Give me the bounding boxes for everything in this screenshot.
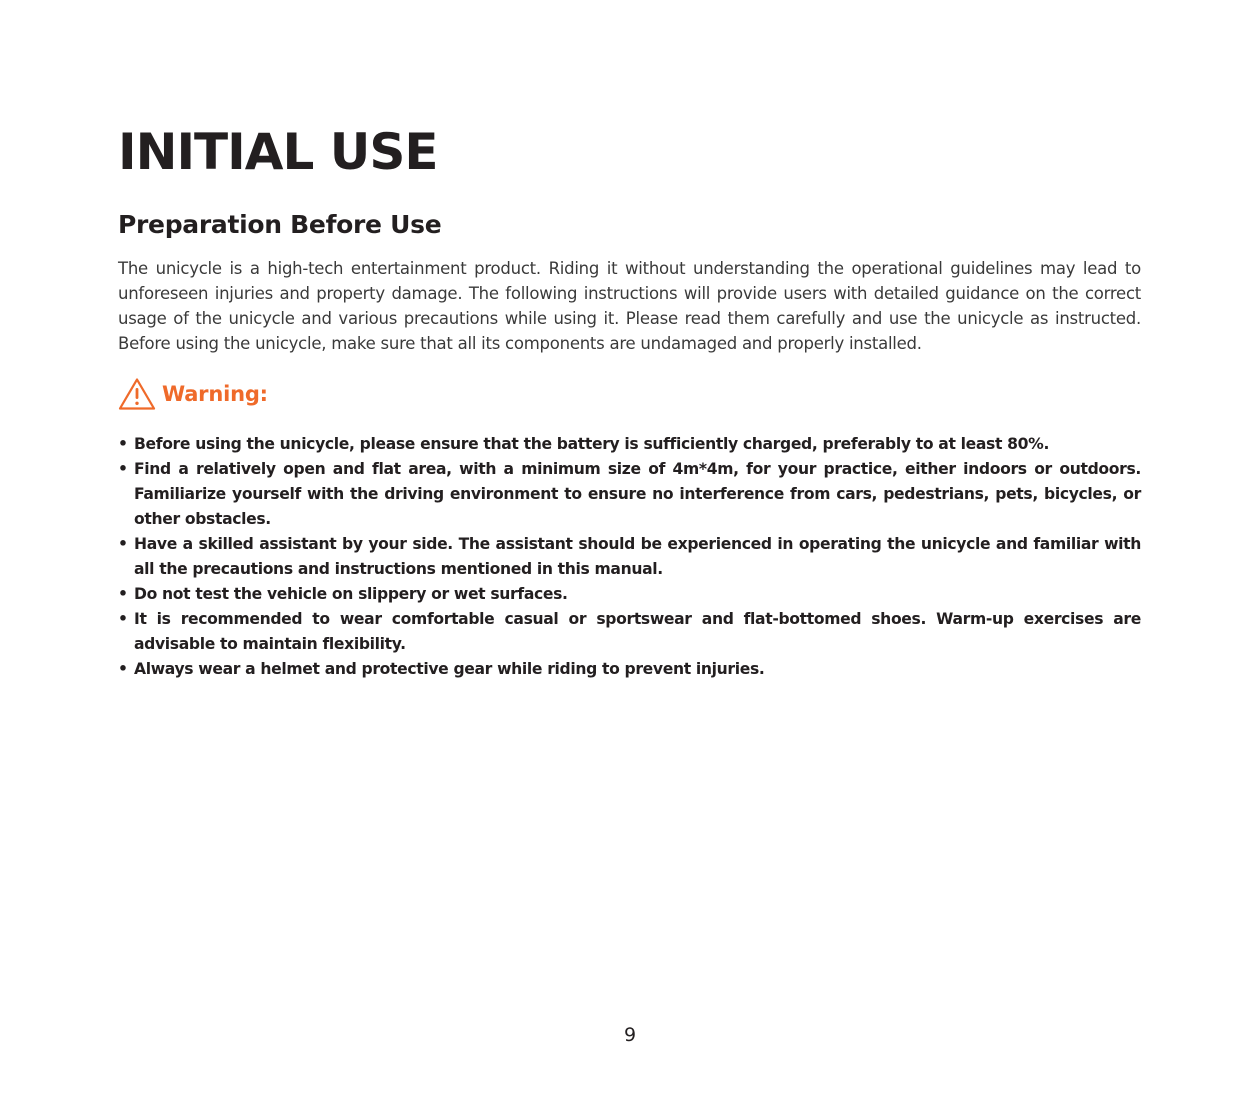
- bullet: •: [118, 435, 128, 453]
- warning-item-text: Always wear a helmet and protective gear while riding to prevent injuries.: [134, 660, 765, 678]
- warning-item: [118, 657, 1141, 682]
- warning-item: [118, 457, 1141, 532]
- warning-list: [118, 432, 1141, 682]
- warning-triangle-icon: [118, 377, 156, 411]
- bullet: •: [118, 610, 128, 628]
- bullet: •: [118, 535, 128, 553]
- warning-item: [118, 532, 1141, 582]
- bullet: •: [118, 585, 128, 603]
- warning-label: Warning:: [162, 382, 268, 406]
- page-title: INITIAL USE: [118, 123, 438, 181]
- intro-paragraph: The unicycle is a high-tech entertainment product. Riding it without understanding the operational guidelines may lead to unforeseen injuries and property damage. The following instructions will provide users with detailed guidance on the correct usage of the unicycle and various precautions while using it. Please read them carefully and use the unicycle as instructed. Before using the unicycle, make sure that all its components are undamaged and properly installed.: [118, 259, 1141, 353]
- warning-item: [118, 607, 1141, 657]
- warning-item: [118, 432, 1141, 457]
- page-number: 9: [623, 1024, 637, 1046]
- warning-item-text: Have a skilled assistant by your side. The assistant should be experienced in operating the unicycle and familiar with all the precautions and instructions mentioned in this manual.: [134, 535, 1141, 578]
- warning-item: [118, 582, 1141, 607]
- section-heading: Preparation Before Use: [118, 210, 442, 239]
- warning-item-text: Find a relatively open and flat area, with a minimum size of 4m*4m, for your practice, either indoors or outdoors. Familiarize yourself with the driving environment to ensure no interference from cars, pedestrians, pets, bicycles, or other obstacles.: [134, 460, 1141, 528]
- warning-heading: [118, 377, 268, 411]
- warning-item-text: Before using the unicycle, please ensure that the battery is sufficiently charged, preferably to at least 80%.: [134, 435, 1050, 453]
- warning-item-text: Do not test the vehicle on slippery or wet surfaces.: [134, 585, 568, 603]
- bullet: •: [118, 660, 128, 678]
- bullet: •: [118, 460, 128, 478]
- warning-item-text: It is recommended to wear comfortable casual or sportswear and flat-bottomed shoes. Warm-up exercises are advisable to maintain flexibility.: [134, 610, 1141, 653]
